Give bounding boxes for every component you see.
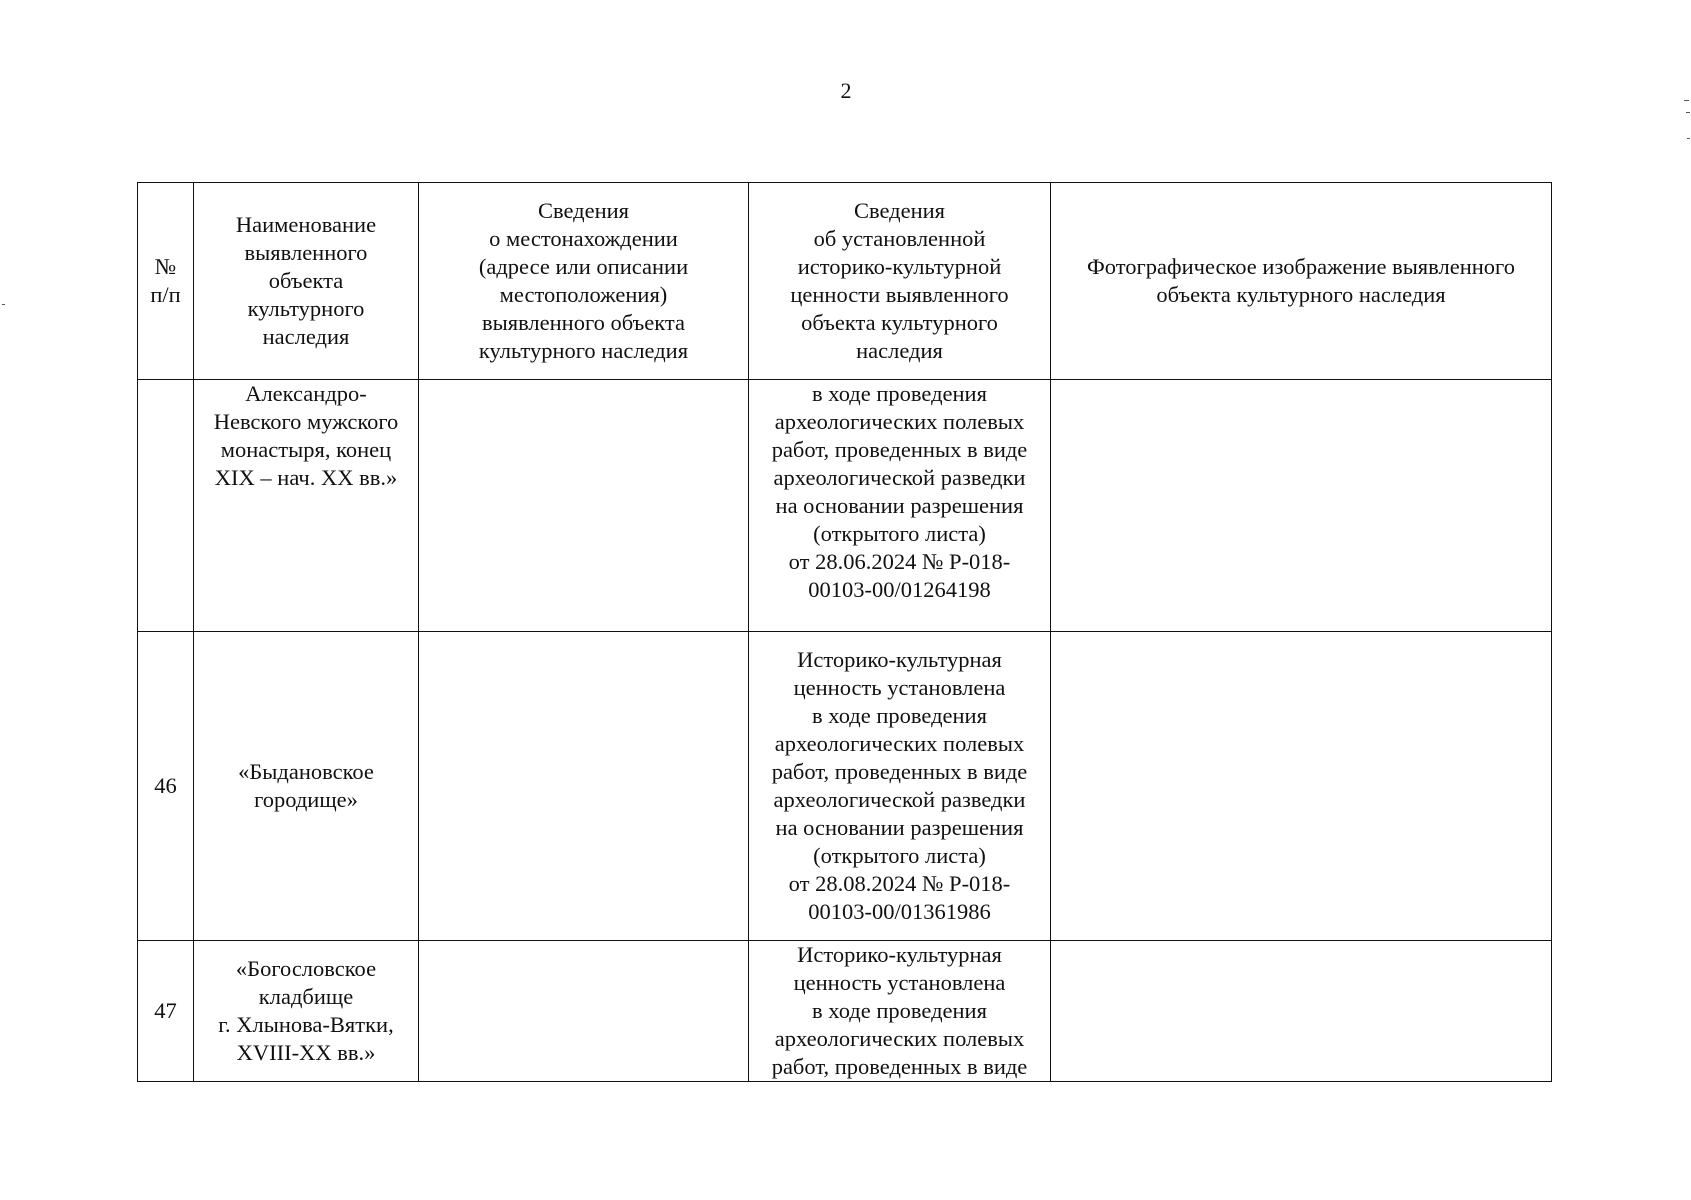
header-photo: Фотографическое изображение выявленного объекта культурного наследия — [1051, 183, 1552, 380]
cultural-value-cell: в ходе проведения археологических полевых работ, проведенных в виде археологической разведки на основании разрешения (открытого листа) от 28.06.2024 № Р-018- 00103-00/01264198 — [749, 380, 1051, 632]
row-number-cell: 47 — [138, 941, 194, 1082]
photo-cell — [1051, 380, 1552, 632]
scan-edge-mark — [1686, 112, 1690, 113]
cultural-value-cell: Историко-культурная ценность установлена в ходе проведения археологических полевых работ, проведенных в виде археологической разведки на основании разрешения (открытого листа) от 28.08.2024 № Р-018- 00103-00/01361986 — [749, 632, 1051, 941]
row-number-cell: 46 — [138, 632, 194, 941]
header-cultural-value: Сведения об установленной историко-культурной ценности выявленного объекта культурного наследия — [749, 183, 1051, 380]
scan-edge-mark — [1684, 100, 1689, 101]
table-row — [138, 380, 1552, 632]
table-row — [138, 632, 1552, 941]
row-number-cell — [138, 380, 194, 632]
header-location: Сведения о местонахождении (адресе или описании местоположения) выявленного объекта культурного наследия — [419, 183, 749, 380]
header-number: № п/п — [138, 183, 194, 380]
heritage-objects-table — [137, 182, 1552, 1082]
page-number: 2 — [840, 78, 852, 103]
object-name-cell: «Богословское кладбище г. Хлынова-Вятки, XVIII-XX вв.» — [194, 941, 419, 1082]
photo-cell — [1051, 632, 1552, 941]
location-cell — [419, 941, 749, 1082]
table-header-row — [138, 183, 1552, 380]
scan-edge-mark — [2, 304, 5, 305]
photo-cell — [1051, 941, 1552, 1082]
table-row — [138, 941, 1552, 1082]
object-name-cell: «Быдановское городище» — [194, 632, 419, 941]
location-cell — [419, 632, 749, 941]
location-cell — [419, 380, 749, 632]
header-object-name: Наименование выявленного объекта культурного наследия — [194, 183, 419, 380]
scan-edge-mark — [1687, 138, 1690, 139]
cultural-value-cell: Историко-культурная ценность установлена в ходе проведения археологических полевых работ, проведенных в виде — [749, 941, 1051, 1082]
object-name-cell: Александро- Невского мужского монастыря, конец XIX – нач. XX вв.» — [194, 380, 419, 632]
